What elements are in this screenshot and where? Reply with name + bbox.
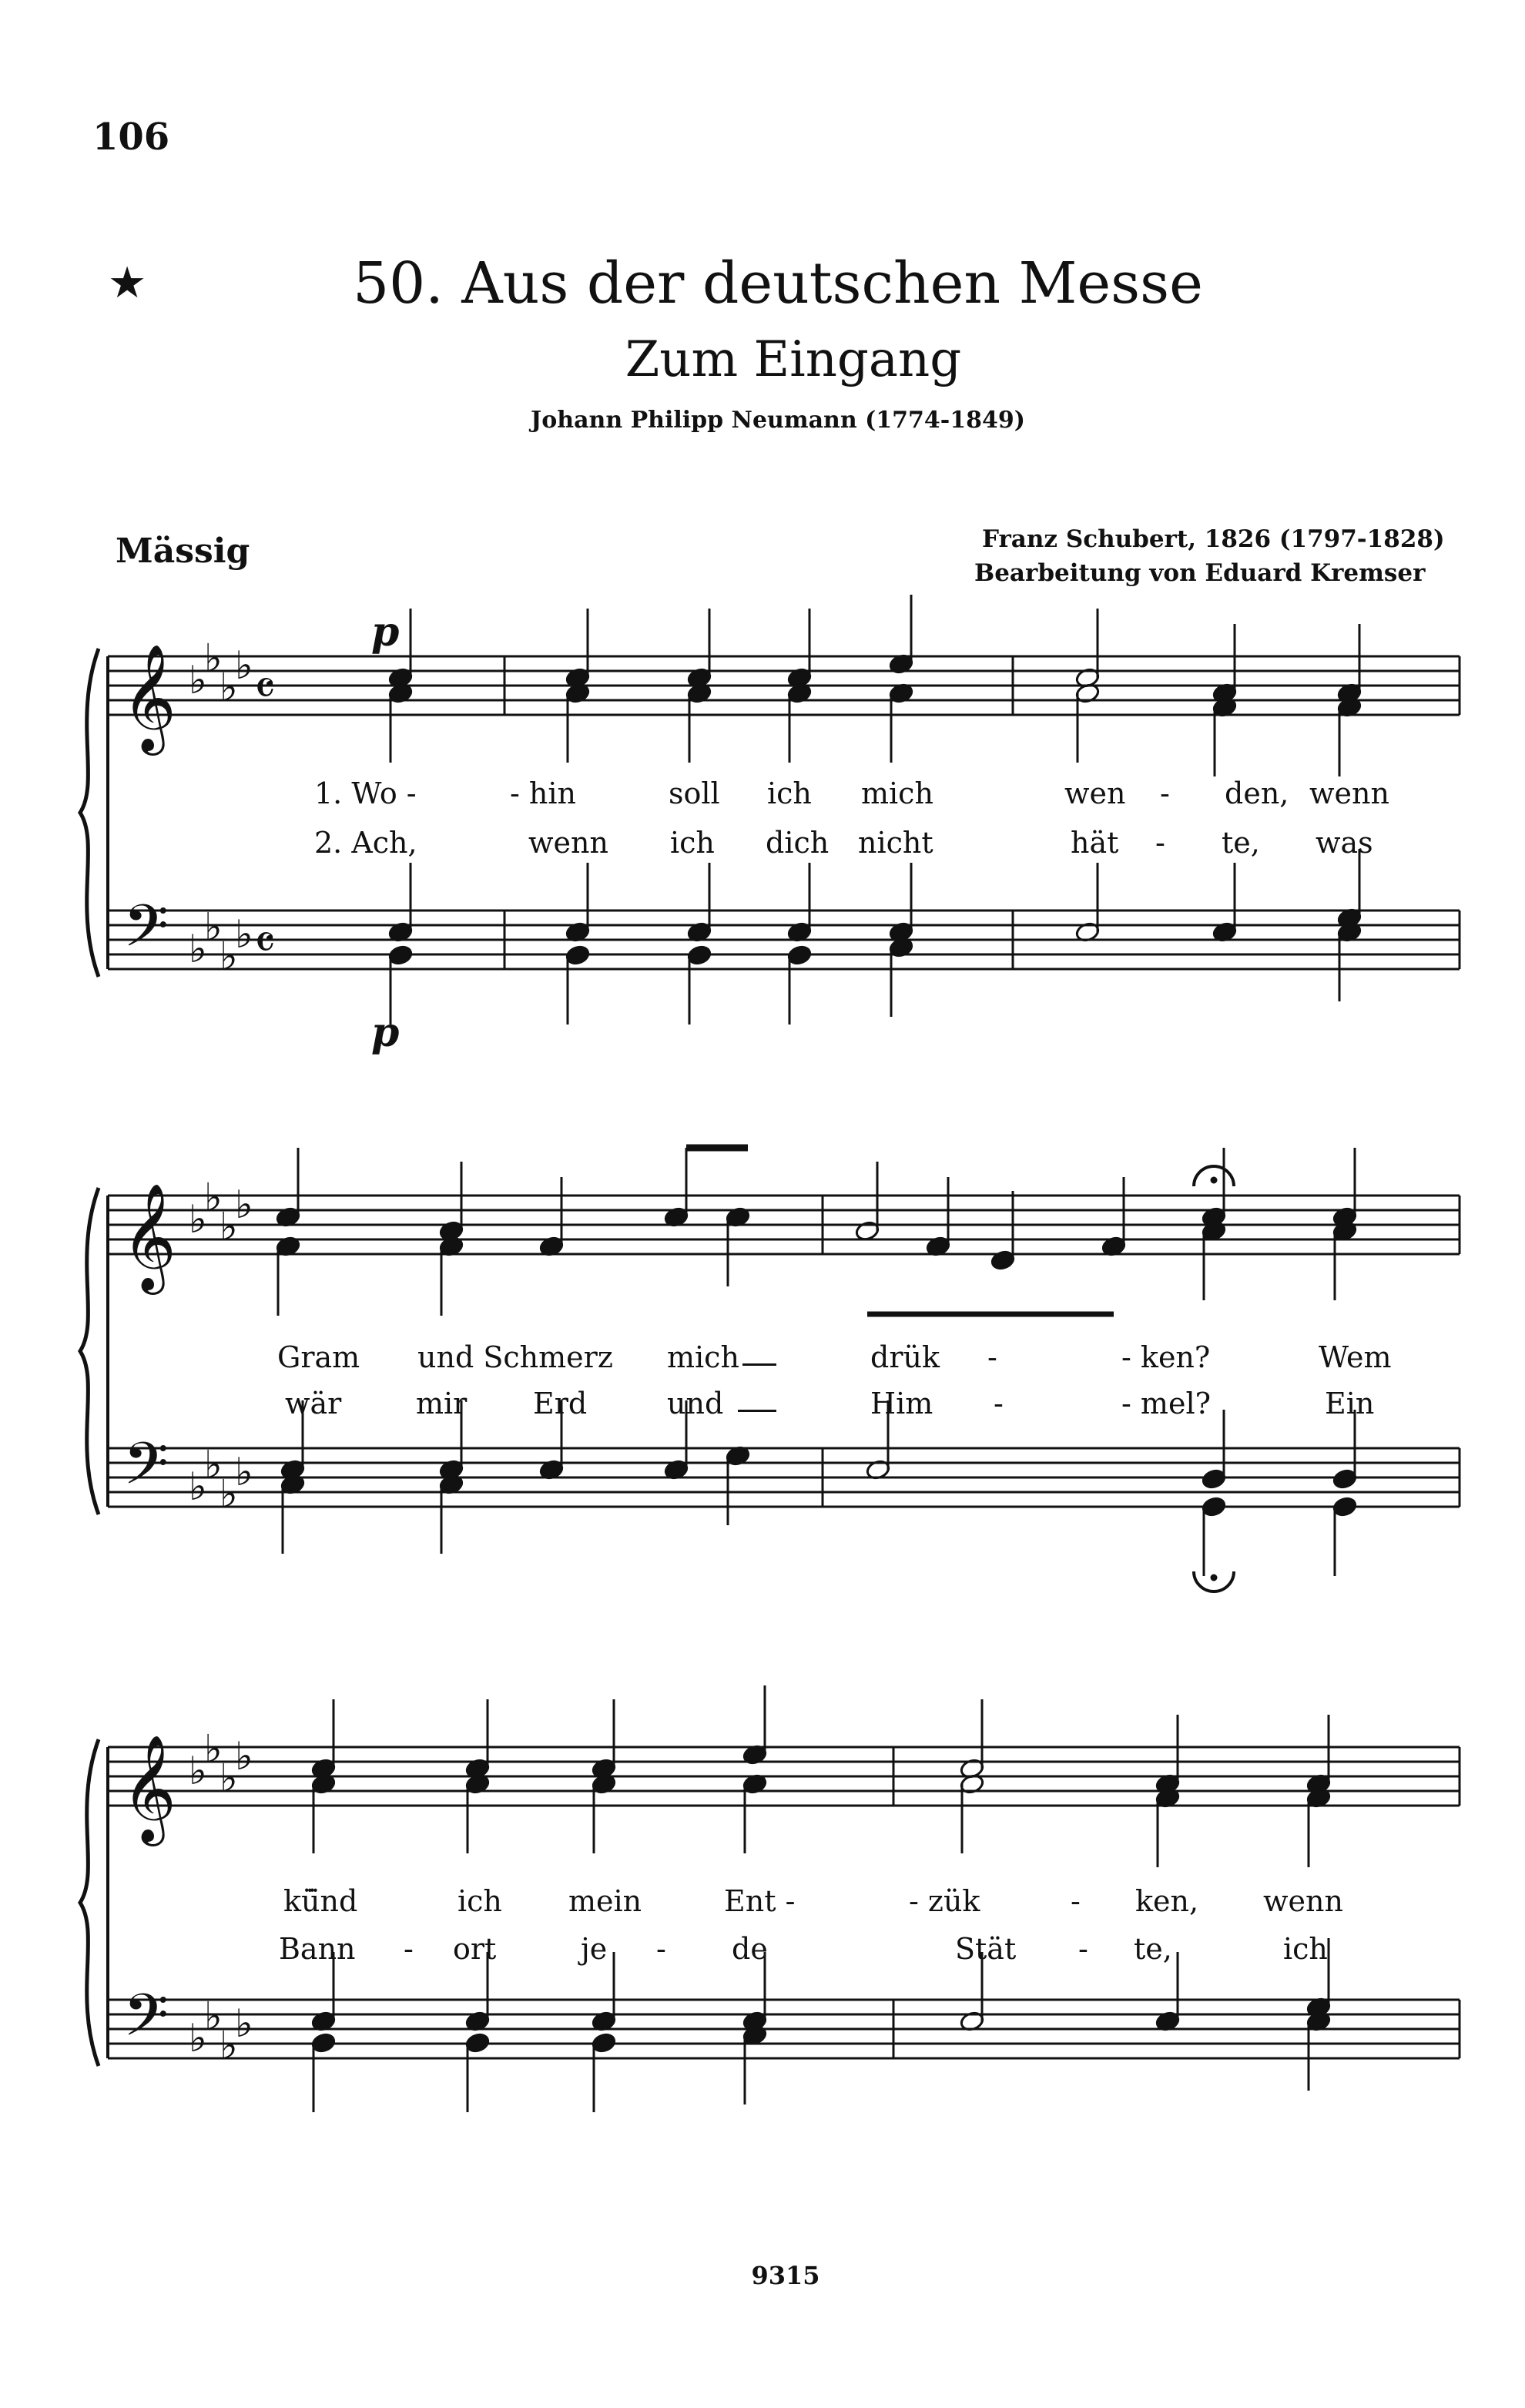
lyric: Him: [870, 1387, 933, 1420]
lyric: Bann: [279, 1932, 356, 1966]
lyric: wenn: [1263, 1884, 1343, 1918]
flat-icon: ♭: [204, 1442, 223, 1487]
flat-icon: ♭: [189, 2016, 207, 2061]
tempo-marking: Mässig: [116, 532, 250, 571]
lyricist-credit: Johann Philipp Neumann (1774-1849): [531, 407, 1025, 434]
lyric: was: [1316, 826, 1373, 860]
lyric: wenn: [528, 826, 608, 860]
lyric: te,: [1134, 1932, 1172, 1966]
bass-clef-icon: 𝄢: [123, 892, 169, 974]
flat-icon: ♭: [189, 658, 207, 703]
treble-clef-icon: 𝄞: [122, 1183, 176, 1290]
melisma-line: [738, 1410, 776, 1412]
lyric: Gram: [277, 1340, 360, 1374]
lyric: ort: [453, 1932, 497, 1966]
lyric: -: [1078, 1932, 1088, 1966]
lyric: -: [1155, 826, 1165, 860]
lyric: ich: [1283, 1932, 1328, 1966]
lyric: -: [987, 1340, 997, 1374]
dynamic-p-upper: p: [371, 609, 400, 656]
lyric: Stät: [955, 1932, 1017, 1966]
flat-icon: ♭: [235, 1450, 253, 1494]
lyric: -: [1160, 776, 1170, 810]
common-time-icon: 𝄴: [254, 914, 276, 971]
lyric: kü̈nd: [283, 1884, 358, 1918]
lyric: - hin: [510, 776, 577, 810]
lyric: Ein: [1325, 1387, 1375, 1420]
flat-icon: ♭: [204, 1726, 223, 1772]
lyric: -: [1071, 1884, 1081, 1918]
lyric: und: [667, 1387, 724, 1420]
flat-icon: ♭: [204, 1175, 223, 1220]
lyric: wenn: [1309, 776, 1389, 810]
star-icon: ★: [108, 258, 147, 308]
flat-icon: ♭: [220, 1471, 238, 1517]
lyric: ich: [458, 1884, 502, 1918]
bass-clef-icon: 𝄢: [123, 1981, 169, 2064]
song-title: 50. Aus der deutschen Messe: [353, 250, 1203, 317]
flat-icon: ♭: [204, 1994, 223, 2039]
lyric: drük: [870, 1340, 940, 1374]
lyric: wen: [1064, 776, 1126, 810]
fermata-dot: [1211, 1575, 1217, 1581]
arranger-credit: Bearbeitung von Eduard Kremser: [974, 559, 1426, 587]
lyric: te,: [1222, 826, 1260, 860]
flat-icon: ♭: [204, 904, 223, 950]
flat-icon: ♭: [220, 934, 238, 979]
flat-icon: ♭: [204, 636, 223, 681]
lyric: ich: [767, 776, 812, 810]
lyric: de: [732, 1932, 768, 1966]
lyric: ich: [670, 826, 715, 860]
lyric: - zük: [909, 1884, 980, 1918]
lyric: mein: [568, 1884, 642, 1918]
brace: [80, 1188, 99, 1514]
flat-icon: ♭: [220, 2023, 238, 2068]
lyric: wär: [285, 1387, 342, 1420]
lyric: -: [994, 1387, 1004, 1420]
treble-clef-icon: 𝄞: [122, 1735, 176, 1842]
lyric: ken,: [1135, 1884, 1199, 1918]
lyric: mich: [861, 776, 933, 810]
lyric: -: [656, 1932, 666, 1966]
flat-icon: ♭: [220, 1756, 238, 1801]
flat-icon: ♭: [220, 1204, 238, 1249]
common-time-icon: 𝄴: [254, 660, 276, 716]
flat-icon: ♭: [189, 1749, 207, 1793]
flat-icon: ♭: [220, 665, 238, 710]
brace: [80, 1739, 99, 2066]
lyric: -: [404, 1932, 414, 1966]
lyric: soll: [669, 776, 720, 810]
lyric: mir: [416, 1387, 468, 1420]
treble-clef-icon: 𝄞: [122, 644, 176, 751]
lyric: dich: [766, 826, 830, 860]
lyric: je: [581, 1932, 608, 1966]
lyric: hät: [1071, 826, 1119, 860]
lyric: und Schmerz: [417, 1340, 613, 1374]
score-glyphs: [122, 636, 276, 2068]
flat-icon: ♭: [235, 2001, 253, 2046]
lyric: Wem: [1319, 1340, 1392, 1374]
flat-icon: ♭: [189, 1464, 207, 1509]
flat-icon: ♭: [189, 927, 207, 971]
song-subtitle: Zum Eingang: [625, 331, 962, 388]
dynamic-p-lower: p: [371, 1009, 400, 1056]
lyric: 1. Wo -: [314, 776, 417, 810]
page-number: 106: [92, 116, 170, 159]
bass-clef-icon: 𝄢: [123, 1430, 169, 1512]
plate-number: 9315: [751, 2261, 820, 2290]
lyric: Erd: [533, 1387, 588, 1420]
flat-icon: ♭: [235, 1182, 253, 1227]
lyric: nicht: [858, 826, 933, 860]
flat-icon: ♭: [189, 1197, 207, 1242]
flat-icon: ♭: [235, 912, 253, 957]
lyric: Ent -: [724, 1884, 796, 1918]
lyric: 2. Ach,: [314, 826, 417, 860]
brace: [80, 649, 99, 977]
fermata-dot: [1211, 1177, 1217, 1183]
flat-icon: ♭: [235, 1734, 253, 1779]
lyric: den,: [1225, 776, 1289, 810]
lyric: - mel?: [1121, 1387, 1211, 1420]
lyric: mich: [667, 1340, 739, 1374]
melisma-line: [742, 1363, 776, 1366]
lyric: - ken?: [1121, 1340, 1211, 1374]
composer-credit: Franz Schubert, 1826 (1797-1828): [982, 525, 1445, 553]
flat-icon: ♭: [235, 643, 253, 688]
